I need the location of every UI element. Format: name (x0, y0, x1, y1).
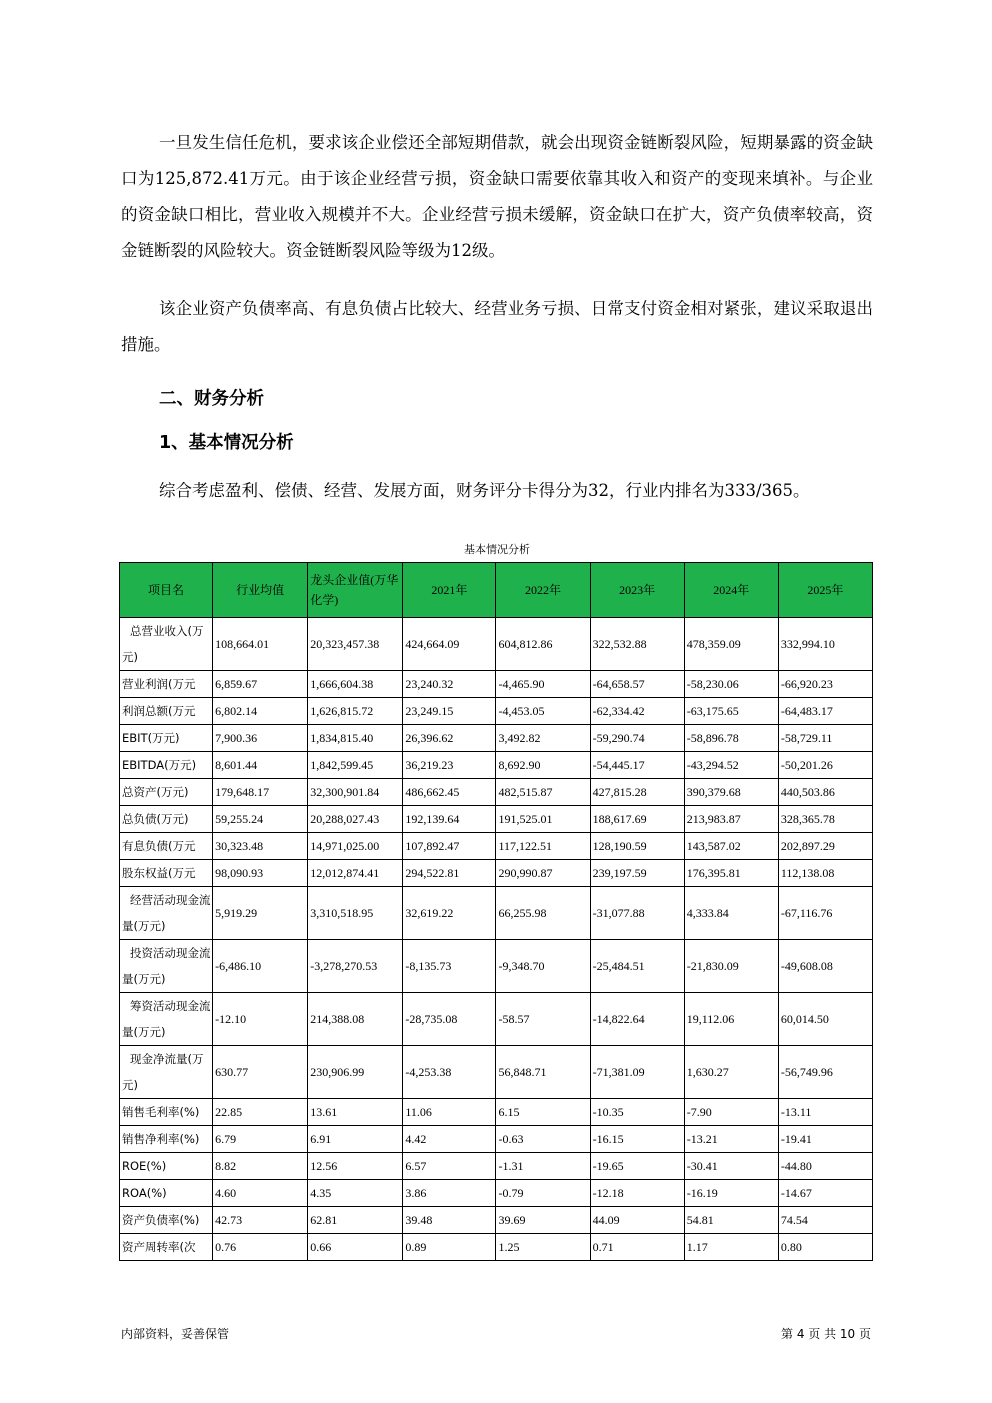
table-row (120, 671, 873, 698)
table-row (120, 993, 873, 1046)
table-cell: 1,630.27 (684, 1046, 778, 1099)
table-cell: -14,822.64 (590, 993, 684, 1046)
table-cell: 3,310,518.95 (308, 887, 403, 940)
row-label: 筹资活动现金流量(万元) (120, 993, 213, 1046)
table-cell: 8,601.44 (213, 752, 308, 779)
table-cell: -12.18 (590, 1180, 684, 1207)
table-cell: 214,388.08 (308, 993, 403, 1046)
table-cell: -44.80 (778, 1153, 872, 1180)
table-caption: 基本情况分析 (464, 543, 530, 556)
table-cell: 176,395.81 (684, 860, 778, 887)
table-cell: 4,333.84 (684, 887, 778, 940)
table-row (120, 940, 873, 993)
table-row (120, 725, 873, 752)
table-cell: 1,834,815.40 (308, 725, 403, 752)
table-cell: 14,971,025.00 (308, 833, 403, 860)
table-header-cell: 行业均值 (213, 563, 308, 618)
table-cell: 5,919.29 (213, 887, 308, 940)
table-cell: -66,920.23 (778, 671, 872, 698)
table-cell: -13.11 (778, 1099, 872, 1126)
table-cell: 1.17 (684, 1234, 778, 1261)
table-cell: 12.56 (308, 1153, 403, 1180)
row-label: 资产周转率(次 (120, 1234, 213, 1261)
table-cell: 36,219.23 (403, 752, 496, 779)
table-row (120, 833, 873, 860)
row-label: 经营活动现金流量(万元) (120, 887, 213, 940)
table-row (120, 779, 873, 806)
table-header-cell: 龙头企业值(万华化学) (308, 563, 403, 618)
table-cell: 39.48 (403, 1207, 496, 1234)
table-cell: 630.77 (213, 1046, 308, 1099)
table-cell: -7.90 (684, 1099, 778, 1126)
table-cell: 44.09 (590, 1207, 684, 1234)
row-label: 销售净利率(%) (120, 1126, 213, 1153)
table-cell: -9,348.70 (496, 940, 590, 993)
table-cell: 213,983.87 (684, 806, 778, 833)
table-cell: 6.79 (213, 1126, 308, 1153)
table-cell: -19.65 (590, 1153, 684, 1180)
table-cell: 8,692.90 (496, 752, 590, 779)
table-row (120, 1046, 873, 1099)
table-row (120, 1180, 873, 1207)
table-cell: 0.66 (308, 1234, 403, 1261)
table-cell: 23,249.15 (403, 698, 496, 725)
table-cell: 112,138.08 (778, 860, 872, 887)
table-cell: 19,112.06 (684, 993, 778, 1046)
table-cell: -6,486.10 (213, 940, 308, 993)
table-cell: 482,515.87 (496, 779, 590, 806)
subsection-heading: 1、基本情况分析 (159, 433, 294, 453)
table-cell: 6,802.14 (213, 698, 308, 725)
footer-confidential: 内部资料，妥善保管 (121, 1327, 230, 1341)
table-cell: -62,334.42 (590, 698, 684, 725)
table-cell: 4.35 (308, 1180, 403, 1207)
paragraph-liquidity-risk: 一旦发生信任危机，要求该企业偿还全部短期借款，就会出现资金链断裂风险，短期暴露的资金缺口为125,872.41万元。由于该企业经营亏损，资金缺口需要依靠其收入和资产的变现来填补。与企业的资金缺口相比，营业收入规模并不大。企业经营亏损未缓解，资金缺口在扩大，资产负债率较高，资金链断裂的风险较大。资金链断裂风险等级为12级。 (121, 133, 873, 260)
table-cell: 3.86 (403, 1180, 496, 1207)
table-cell: 26,396.62 (403, 725, 496, 752)
table-cell: 12,012,874.41 (308, 860, 403, 887)
table-row (120, 1153, 873, 1180)
table-row (120, 1207, 873, 1234)
section-heading: 二、财务分析 (159, 389, 264, 409)
row-label: ROA(%) (120, 1180, 213, 1207)
table-cell: 239,197.59 (590, 860, 684, 887)
table-cell: 6.91 (308, 1126, 403, 1153)
table-cell: -16.15 (590, 1126, 684, 1153)
table-cell: 60,014.50 (778, 993, 872, 1046)
table-row (120, 887, 873, 940)
table-cell: -43,294.52 (684, 752, 778, 779)
row-label: 总负债(万元) (120, 806, 213, 833)
table-cell: -16.19 (684, 1180, 778, 1207)
table-cell: 13.61 (308, 1099, 403, 1126)
table-cell: -49,608.08 (778, 940, 872, 993)
table-cell: 290,990.87 (496, 860, 590, 887)
table-cell: 1,626,815.72 (308, 698, 403, 725)
table-cell: 74.54 (778, 1207, 872, 1234)
row-label: 营业利润(万元 (120, 671, 213, 698)
table-cell: 230,906.99 (308, 1046, 403, 1099)
table-cell: 604,812.86 (496, 618, 590, 671)
table-cell: 108,664.01 (213, 618, 308, 671)
table-row (120, 1099, 873, 1126)
table-cell: 424,664.09 (403, 618, 496, 671)
table-cell: 22.85 (213, 1099, 308, 1126)
table-cell: 188,617.69 (590, 806, 684, 833)
table-cell: -10.35 (590, 1099, 684, 1126)
table-cell: 1.25 (496, 1234, 590, 1261)
table-cell: -25,484.51 (590, 940, 684, 993)
row-label: 总资产(万元) (120, 779, 213, 806)
table-cell: 0.76 (213, 1234, 308, 1261)
table-cell: 56,848.71 (496, 1046, 590, 1099)
table-cell: 98,090.93 (213, 860, 308, 887)
table-cell: 6.57 (403, 1153, 496, 1180)
table-cell: -59,290.74 (590, 725, 684, 752)
table-cell: 427,815.28 (590, 779, 684, 806)
table-cell: -28,735.08 (403, 993, 496, 1046)
table-cell: 20,288,027.43 (308, 806, 403, 833)
table-cell: -64,483.17 (778, 698, 872, 725)
table-cell: 440,503.86 (778, 779, 872, 806)
paragraph-score-summary: 综合考虑盈利、偿债、经营、发展方面，财务评分卡得分为32，行业内排名为333/365。 (159, 481, 810, 500)
table-row (120, 752, 873, 779)
table-cell: -4,253.38 (403, 1046, 496, 1099)
row-label: EBITDA(万元) (120, 752, 213, 779)
financial-table (119, 562, 873, 1261)
table-cell: 6.15 (496, 1099, 590, 1126)
table-cell: -13.21 (684, 1126, 778, 1153)
table-cell: 59,255.24 (213, 806, 308, 833)
table-cell: -19.41 (778, 1126, 872, 1153)
table-cell: -54,445.17 (590, 752, 684, 779)
table-cell: -58,230.06 (684, 671, 778, 698)
table-cell: -56,749.96 (778, 1046, 872, 1099)
table-cell: -50,201.26 (778, 752, 872, 779)
table-cell: -30.41 (684, 1153, 778, 1180)
table-header-cell: 2025年 (778, 563, 872, 618)
table-cell: -58,729.11 (778, 725, 872, 752)
row-label: ROE(%) (120, 1153, 213, 1180)
table-cell: 6,859.67 (213, 671, 308, 698)
table-cell: -4,465.90 (496, 671, 590, 698)
table-cell: -67,116.76 (778, 887, 872, 940)
table-cell: 192,139.64 (403, 806, 496, 833)
table-cell: 390,379.68 (684, 779, 778, 806)
table-cell: 0.89 (403, 1234, 496, 1261)
table-cell: -4,453.05 (496, 698, 590, 725)
table-cell: 486,662.45 (403, 779, 496, 806)
table-row (120, 806, 873, 833)
row-label: 利润总额(万元 (120, 698, 213, 725)
table-header-cell: 2024年 (684, 563, 778, 618)
table-cell: -58,896.78 (684, 725, 778, 752)
table-row (120, 618, 873, 671)
table-cell: -0.79 (496, 1180, 590, 1207)
row-label: 投资活动现金流量(万元) (120, 940, 213, 993)
table-cell: 32,619.22 (403, 887, 496, 940)
table-cell: -71,381.09 (590, 1046, 684, 1099)
table-cell: 128,190.59 (590, 833, 684, 860)
table-cell: 322,532.88 (590, 618, 684, 671)
table-cell: 11.06 (403, 1099, 496, 1126)
table-cell: -1.31 (496, 1153, 590, 1180)
table-cell: 32,300,901.84 (308, 779, 403, 806)
table-cell: -8,135.73 (403, 940, 496, 993)
table-cell: 1,842,599.45 (308, 752, 403, 779)
row-label: 总营业收入(万元) (120, 618, 213, 671)
table-header-cell: 项目名 (120, 563, 213, 618)
table-cell: 0.71 (590, 1234, 684, 1261)
table-row (120, 1234, 873, 1261)
table-header-cell: 2023年 (590, 563, 684, 618)
table-row (120, 698, 873, 725)
table-cell: 478,359.09 (684, 618, 778, 671)
table-cell: 20,323,457.38 (308, 618, 403, 671)
table-cell: 191,525.01 (496, 806, 590, 833)
table-cell: -58.57 (496, 993, 590, 1046)
table-cell: -64,658.57 (590, 671, 684, 698)
row-label: EBIT(万元) (120, 725, 213, 752)
row-label: 资产负债率(%) (120, 1207, 213, 1234)
paragraph-recommendation: 该企业资产负债率高、有息负债占比较大、经营业务亏损、日常支付资金相对紧张，建议采取退出措施。 (121, 299, 873, 354)
table-cell: 54.81 (684, 1207, 778, 1234)
table-header-cell: 2021年 (403, 563, 496, 618)
table-cell: 202,897.29 (778, 833, 872, 860)
row-label: 股东权益(万元 (120, 860, 213, 887)
row-label: 销售毛利率(%) (120, 1099, 213, 1126)
table-row (120, 860, 873, 887)
table-cell: 294,522.81 (403, 860, 496, 887)
table-cell: 107,892.47 (403, 833, 496, 860)
table-cell: 30,323.48 (213, 833, 308, 860)
row-label: 现金净流量(万元) (120, 1046, 213, 1099)
table-cell: 117,122.51 (496, 833, 590, 860)
table-cell: -63,175.65 (684, 698, 778, 725)
table-cell: -12.10 (213, 993, 308, 1046)
table-cell: 42.73 (213, 1207, 308, 1234)
table-cell: 8.82 (213, 1153, 308, 1180)
table-row (120, 1126, 873, 1153)
table-cell: 332,994.10 (778, 618, 872, 671)
row-label: 有息负债(万元 (120, 833, 213, 860)
table-cell: 0.80 (778, 1234, 872, 1261)
table-cell: 66,255.98 (496, 887, 590, 940)
table-cell: 328,365.78 (778, 806, 872, 833)
table-cell: -3,278,270.53 (308, 940, 403, 993)
table-cell: -21,830.09 (684, 940, 778, 993)
table-cell: 4.60 (213, 1180, 308, 1207)
table-cell: 1,666,604.38 (308, 671, 403, 698)
table-cell: 4.42 (403, 1126, 496, 1153)
table-cell: 179,648.17 (213, 779, 308, 806)
table-cell: 3,492.82 (496, 725, 590, 752)
table-cell: 7,900.36 (213, 725, 308, 752)
table-cell: -14.67 (778, 1180, 872, 1207)
footer-page-number: 第 4 页 共 10 页 (781, 1327, 871, 1341)
table-cell: -31,077.88 (590, 887, 684, 940)
table-cell: 62.81 (308, 1207, 403, 1234)
table-cell: 23,240.32 (403, 671, 496, 698)
table-header-cell: 2022年 (496, 563, 590, 618)
table-cell: -0.63 (496, 1126, 590, 1153)
table-header-row (120, 563, 873, 618)
table-cell: 39.69 (496, 1207, 590, 1234)
table-cell: 143,587.02 (684, 833, 778, 860)
